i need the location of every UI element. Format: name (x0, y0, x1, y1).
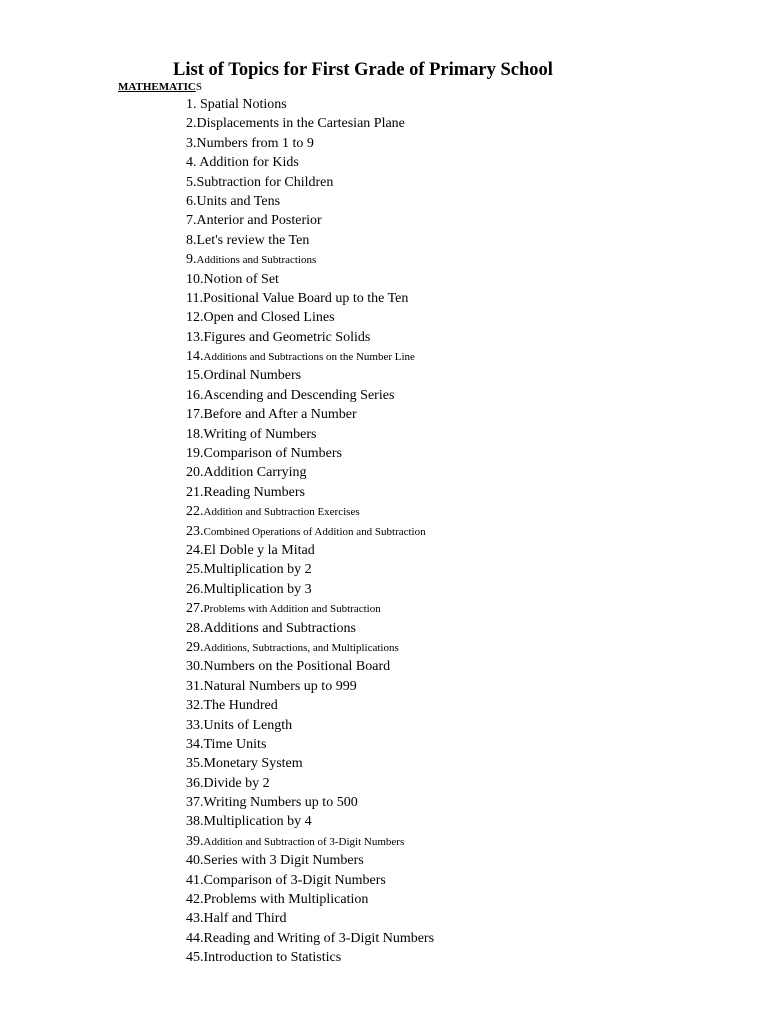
topic-text: Displacements in the Cartesian Plane (196, 116, 405, 132)
topic-text: Addition for Kids (199, 155, 299, 171)
topic-number: 42. (186, 892, 204, 908)
topic-text: Multiplication by 3 (203, 581, 312, 597)
topic-item (186, 716, 434, 735)
topic-item (186, 405, 434, 424)
topic-item (186, 677, 434, 696)
topic-text: El Doble y la Mitad (203, 542, 315, 558)
topic-item (186, 638, 434, 657)
topic-text: Combined Operations of Addition and Subtraction (203, 525, 426, 538)
topic-text: Additions and Subtractions (203, 620, 356, 636)
topic-item (186, 909, 434, 928)
topic-text: Problems with Multiplication (203, 892, 369, 908)
topic-text: Open and Closed Lines (203, 310, 335, 326)
topic-item (186, 444, 434, 463)
topic-text: Positional Value Board up to the Ten (202, 290, 409, 306)
topic-number: 13. (186, 329, 204, 345)
topic-item (186, 211, 434, 230)
topic-number: 36. (186, 775, 204, 791)
topic-number: 22. (186, 504, 204, 520)
topic-item (186, 929, 434, 948)
topic-number: 7. (186, 213, 197, 229)
topic-item (186, 619, 434, 638)
topic-text: Monetary System (203, 756, 303, 772)
topic-item (186, 270, 434, 289)
topic-number: 25. (186, 562, 204, 578)
topic-text: Time Units (203, 736, 267, 752)
topic-item (186, 890, 434, 909)
page-title: List of Topics for First Grade of Primary School (173, 60, 553, 80)
topic-item (186, 851, 434, 870)
topic-item (186, 560, 434, 579)
topic-item (186, 328, 434, 347)
topic-item (186, 289, 434, 308)
topic-text: Reading and Writing of 3-Digit Numbers (203, 930, 435, 946)
topic-item (186, 754, 434, 773)
topic-text: Series with 3 Digit Numbers (203, 853, 364, 869)
topic-item (186, 774, 434, 793)
topic-text: Numbers from 1 to 9 (196, 135, 314, 151)
topic-item (186, 463, 434, 482)
topic-number: 24. (186, 542, 204, 558)
topic-number: 4. (186, 155, 200, 171)
topic-text: Before and After a Number (203, 407, 357, 423)
topic-item (186, 483, 434, 502)
topic-item (186, 657, 434, 676)
topic-number: 30. (186, 659, 204, 675)
topic-number: 9. (186, 252, 197, 268)
topic-number: 8. (186, 232, 197, 248)
topic-text: Notion of Set (203, 271, 279, 287)
topic-text: Addition and Subtraction of 3-Digit Numbers (203, 835, 405, 848)
topic-text: Let's review the Ten (196, 232, 310, 248)
topic-number: 12. (186, 310, 204, 326)
topic-number: 6. (186, 193, 197, 209)
topic-item (186, 366, 434, 385)
topic-number: 26. (186, 581, 204, 597)
topic-item (186, 599, 434, 618)
topic-number: 11. (186, 290, 203, 306)
topic-number: 38. (186, 814, 204, 830)
topic-item (186, 871, 434, 890)
topic-text: Half and Third (203, 911, 287, 927)
topic-text: The Hundred (203, 698, 278, 714)
topic-number: 34. (186, 736, 204, 752)
topic-text: Natural Numbers up to 999 (203, 678, 357, 694)
topic-item (186, 192, 434, 211)
topic-text: Introduction to Statistics (203, 950, 342, 966)
topic-number: 35. (186, 756, 204, 772)
topic-text: Subtraction for Children (196, 174, 334, 190)
topic-item (186, 134, 434, 153)
topic-number: 19. (186, 446, 204, 462)
topic-text: Units of Length (203, 717, 293, 733)
topic-item (186, 95, 434, 114)
topic-item (186, 347, 434, 366)
topic-item (186, 114, 434, 133)
topic-item (186, 250, 434, 269)
topic-number: 16. (186, 387, 204, 403)
topic-text: Divide by 2 (203, 775, 270, 791)
topic-number: 3. (186, 135, 197, 151)
topic-text: Comparison of 3-Digit Numbers (203, 872, 386, 888)
topic-item (186, 735, 434, 754)
topic-item (186, 173, 434, 192)
topic-text: Ordinal Numbers (203, 368, 302, 384)
topic-text: Problems with Addition and Subtraction (203, 603, 381, 616)
topic-text: Comparison of Numbers (203, 446, 342, 462)
topic-item (186, 948, 434, 967)
topic-item (186, 522, 434, 541)
topic-item (186, 386, 434, 405)
topic-item (186, 231, 434, 250)
topic-number: 10. (186, 271, 204, 287)
topic-number: 44. (186, 930, 204, 946)
topic-text: Reading Numbers (203, 484, 305, 500)
topic-text: Additions, Subtractions, and Multiplications (203, 641, 399, 654)
topic-number: 39. (186, 833, 204, 849)
topic-number: 20. (186, 465, 204, 481)
topic-number: 45. (186, 950, 204, 966)
subject-heading (118, 80, 202, 94)
topic-text: Multiplication by 4 (203, 814, 312, 830)
topic-number: 37. (186, 795, 204, 811)
topic-number: 1. (186, 97, 200, 112)
topic-text: Addition and Subtraction Exercises (203, 506, 360, 519)
topic-number: 28. (186, 620, 204, 636)
subject-heading-rest: S (195, 81, 202, 93)
topic-text: Numbers on the Positional Board (203, 659, 391, 675)
topic-list (186, 95, 434, 968)
topic-number: 18. (186, 426, 204, 442)
subject-heading-underlined: MATHEMATIC (118, 81, 196, 93)
topic-text: Additions and Subtractions (196, 254, 317, 267)
topic-number: 40. (186, 853, 204, 869)
topic-number: 41. (186, 872, 204, 888)
topic-item (186, 793, 434, 812)
topic-item (186, 832, 434, 851)
topic-text: Ascending and Descending Series (203, 387, 395, 403)
topic-text: Anterior and Posterior (196, 213, 322, 229)
topic-number: 29. (186, 639, 204, 655)
topic-item (186, 153, 434, 172)
topic-item (186, 425, 434, 444)
topic-number: 21. (186, 484, 204, 500)
topic-number: 32. (186, 698, 204, 714)
topic-text: Figures and Geometric Solids (203, 329, 371, 345)
topic-item (186, 812, 434, 831)
topic-number: 5. (186, 174, 197, 190)
topic-text: Additions and Subtractions on the Number Line (203, 351, 415, 364)
topic-number: 23. (186, 523, 204, 539)
topic-text: Writing Numbers up to 500 (203, 795, 358, 811)
topic-item (186, 541, 434, 560)
topic-number: 33. (186, 717, 204, 733)
topic-number: 43. (186, 911, 204, 927)
topic-number: 2. (186, 116, 197, 132)
topic-item (186, 696, 434, 715)
topic-number: 27. (186, 601, 204, 617)
topic-text: Spatial Notions (200, 97, 287, 112)
topic-item (186, 308, 434, 327)
topic-text: Units and Tens (196, 193, 281, 209)
topic-number: 14. (186, 349, 204, 365)
topic-text: Multiplication by 2 (203, 562, 312, 578)
topic-text: Writing of Numbers (203, 426, 317, 442)
topic-number: 31. (186, 678, 204, 694)
topic-number: 15. (186, 368, 204, 384)
topic-number: 17. (186, 407, 204, 423)
topic-item (186, 580, 434, 599)
topic-item (186, 502, 434, 521)
topic-text: Addition Carrying (203, 465, 307, 481)
